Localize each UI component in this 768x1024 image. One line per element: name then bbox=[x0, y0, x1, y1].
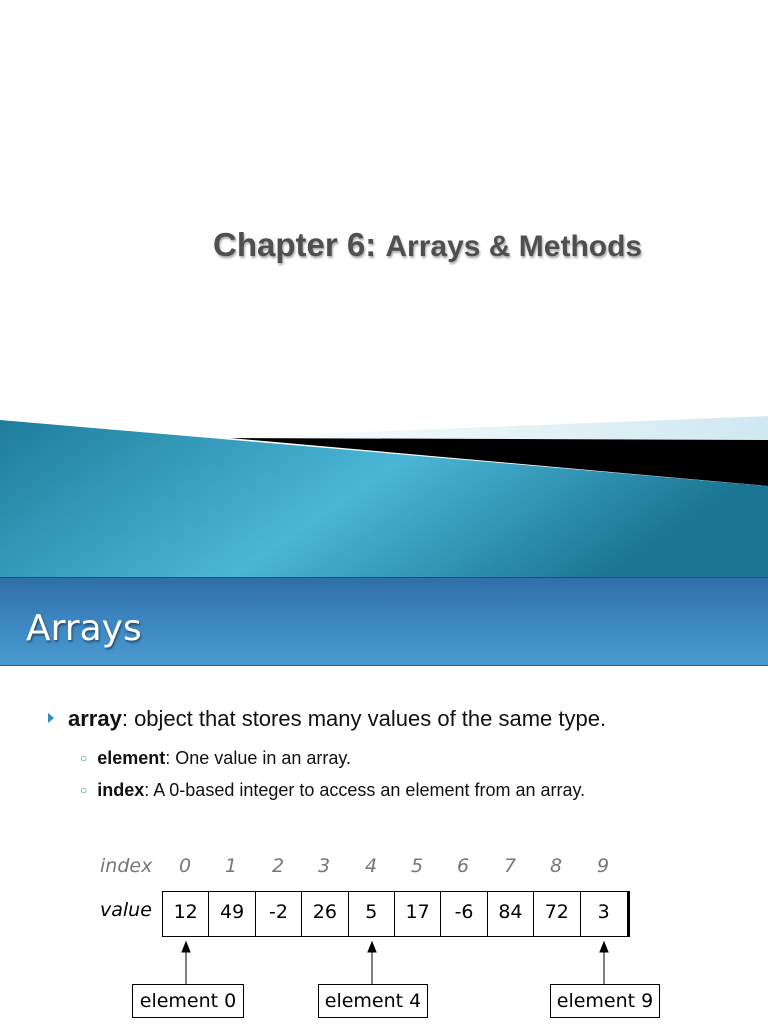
bullet-definition: : object that stores many values of the same type. bbox=[121, 706, 607, 731]
circle-bullet-icon: ○ bbox=[80, 751, 88, 765]
value-row-label: value bbox=[100, 899, 152, 921]
index-number: 5 bbox=[410, 855, 424, 877]
array-cell: 5 bbox=[349, 892, 395, 936]
index-row-label: index bbox=[100, 855, 153, 877]
title-chapter: Chapter 6: bbox=[213, 226, 386, 263]
array-cell: 17 bbox=[395, 892, 441, 936]
slide-title bbox=[213, 226, 753, 264]
callout-element-4: element 4 bbox=[318, 984, 428, 1018]
index-number: 3 bbox=[317, 855, 331, 877]
arrow-head-icon bbox=[600, 942, 608, 952]
header-title: Arrays bbox=[26, 608, 142, 649]
callout-element-0: element 0 bbox=[132, 984, 244, 1018]
slide-header bbox=[0, 577, 768, 666]
sub-bullet-element bbox=[80, 749, 351, 767]
sub-bullet-term: element bbox=[97, 748, 166, 768]
index-number: 4 bbox=[364, 855, 378, 877]
array-cell: -2 bbox=[256, 892, 302, 936]
array-cell: 72 bbox=[534, 892, 580, 936]
array-cell: 49 bbox=[209, 892, 255, 936]
sub-bullet-term: index bbox=[97, 780, 145, 800]
array-cell: 3 bbox=[597, 901, 610, 923]
array-cell: 12 bbox=[163, 892, 209, 936]
callout-element-9: element 9 bbox=[550, 984, 660, 1018]
arrow-head-icon bbox=[182, 942, 190, 952]
array-cell: 84 bbox=[488, 892, 534, 936]
arrow-head-icon bbox=[368, 942, 376, 952]
circle-bullet-icon: ○ bbox=[80, 783, 88, 797]
sub-bullet-definition: : A 0-based integer to access an element from an array. bbox=[144, 780, 586, 800]
array-cell: -6 bbox=[441, 892, 487, 936]
index-number: 2 bbox=[271, 855, 285, 877]
sub-bullet-index bbox=[80, 781, 585, 799]
sub-bullet-definition: : One value in an array. bbox=[165, 748, 352, 768]
array-cell: 26 bbox=[302, 892, 348, 936]
index-number: 0 bbox=[178, 855, 192, 877]
title-topic: Arrays & Methods bbox=[385, 230, 643, 263]
bullet-array bbox=[48, 708, 606, 730]
array-cells bbox=[162, 891, 630, 937]
index-number: 8 bbox=[549, 855, 563, 877]
bullet-term: array bbox=[68, 706, 122, 731]
triangle-bullet-icon bbox=[48, 713, 54, 723]
index-number: 9 bbox=[596, 855, 610, 877]
arrays-slide bbox=[0, 577, 768, 1024]
index-number: 7 bbox=[503, 855, 517, 877]
index-number: 1 bbox=[224, 855, 238, 877]
index-number: 6 bbox=[456, 855, 470, 877]
